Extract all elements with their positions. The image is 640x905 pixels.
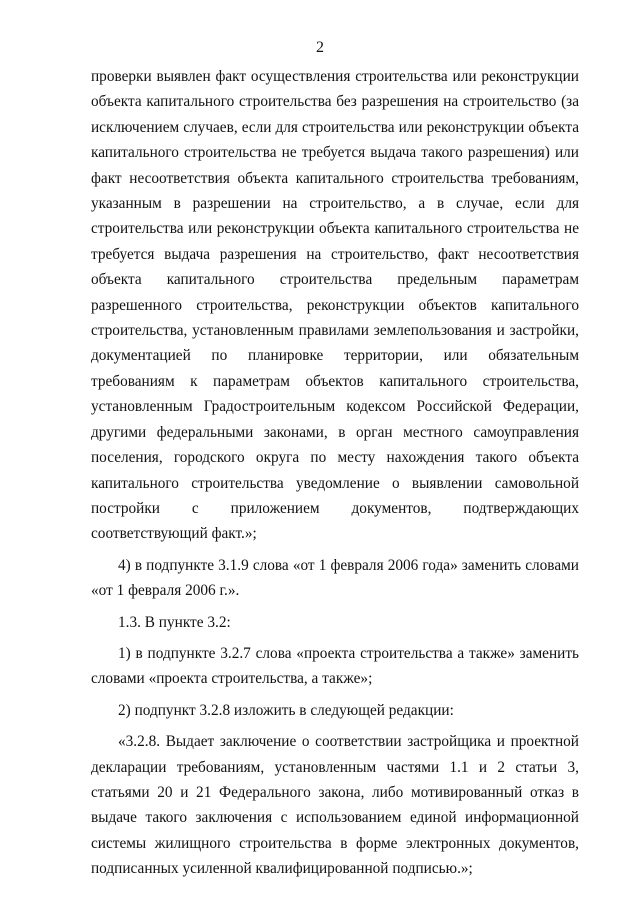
paragraph-section-1-3: 1.3. В пункте 3.2:	[118, 613, 231, 631]
document-body	[91, 64, 579, 882]
paragraph-item-2: 2) подпункт 3.2.8 изложить в следующей редакции:	[118, 701, 454, 719]
paragraph-quote-3-2-8: «3.2.8. Выдает заключение о соответствии застройщика и проектной декларации требованиям, установленным частями 1.1 и 2 статьи 3, статьями 20 и 21 Федерального закона, либо мотивированный отказ в выдаче такого заключения с использованием единой информационной системы жилищного строительства в форме электронных документов, подписанных усиленной квалифицированной подписью.»;	[91, 733, 579, 878]
page-number: 2	[316, 39, 324, 56]
paragraph-continuation: проверки выявлен факт осуществления строительства или реконструкции объекта капитального строительства без разрешения на строительство (за исключением случаев, если для строительства или реконструкции объекта капитального строительства не требуется выдача такого разрешения) или факт несоответствия объекта капитального строительства требованиям, указанным в разрешении на строительство, а в случае, если для строительства или реконструкции объекта капитального строительства не требуется выдача разрешения на строительство, факт несоответствия объекта капитального строительства предельным параметрам разрешенного строительства, реконструкции объектов капитального строительства, установленным правилами землепользования и застройки, документацией по планировке территории, или обязательным требованиям к параметрам объектов капитального строительства, установленным Градостроительным кодексом Российской Федерации, другими федеральными законами, в орган местного самоуправления поселения, городского округа по месту нахождения такого объекта капитального строительства уведомление о выявлении самовольной постройки с приложением документов, подтверждающих соответствующий факт.»;	[91, 68, 579, 543]
paragraph-item-1: 1) в подпункте 3.2.7 слова «проекта строительства а также» заменить словами «проекта строительства, а также»;	[91, 644, 579, 688]
paragraph-item-4: 4) в подпункте 3.1.9 слова «от 1 февраля 2006 года» заменить словами «от 1 февраля 2006 г.».	[91, 556, 579, 600]
